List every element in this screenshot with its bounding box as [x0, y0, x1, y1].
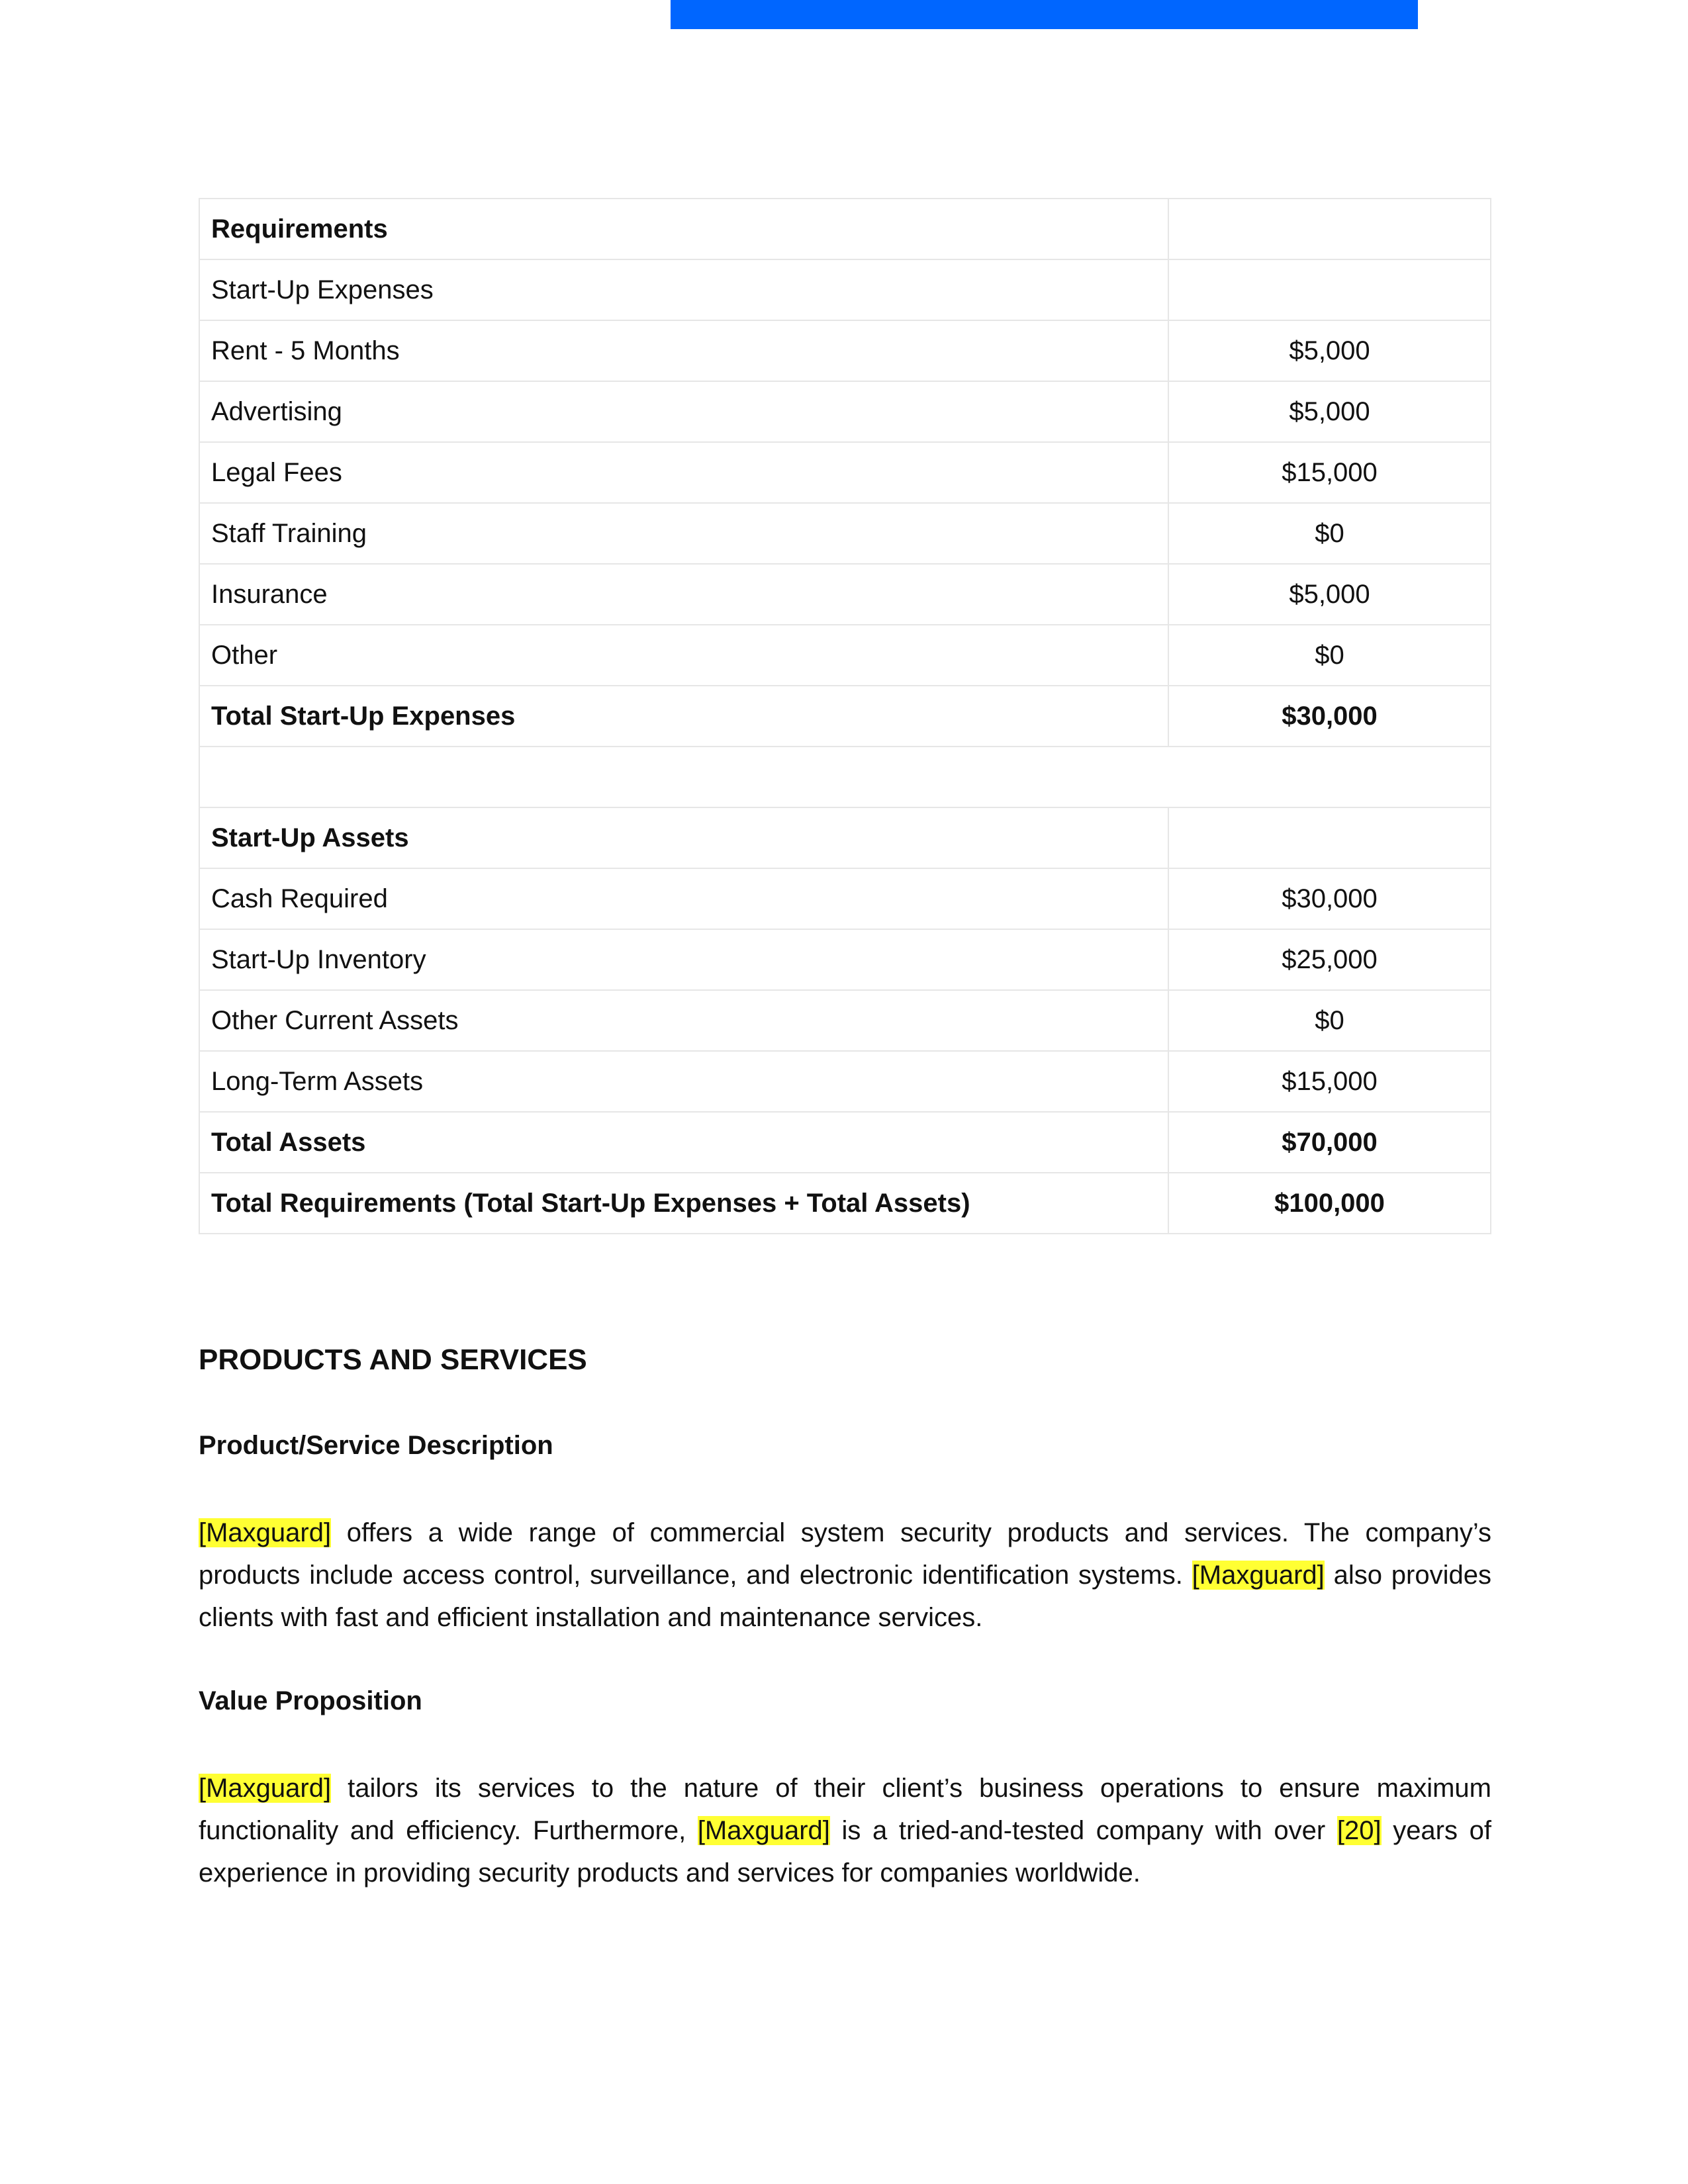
table-row: [199, 929, 1491, 990]
table-row: [199, 381, 1491, 442]
row-value: $15,000: [1168, 442, 1491, 503]
table-row: [199, 320, 1491, 381]
paragraph-text: is a tried-and-tested company with over: [829, 1816, 1337, 1845]
row-label: Legal Fees: [199, 442, 1168, 503]
value-proposition-heading: Value Proposition: [199, 1686, 422, 1715]
table-row: [199, 503, 1491, 564]
table-row: [199, 1173, 1491, 1234]
value-proposition-paragraph: [199, 1767, 1491, 1894]
row-value: $70,000: [1168, 1112, 1491, 1173]
row-value: [1168, 807, 1491, 868]
row-value: $0: [1168, 503, 1491, 564]
company-name-placeholder: [Maxguard]: [199, 1774, 332, 1803]
company-name-placeholder: [Maxguard]: [697, 1816, 830, 1845]
table-spacer-row: [199, 747, 1491, 807]
top-accent-bar: [671, 0, 1418, 29]
row-value: [1168, 199, 1491, 259]
row-label: Cash Required: [199, 868, 1168, 929]
table-row: [199, 1112, 1491, 1173]
row-label: Long-Term Assets: [199, 1051, 1168, 1112]
row-value: $30,000: [1168, 686, 1491, 747]
company-name-placeholder: [Maxguard]: [1192, 1561, 1325, 1590]
row-value: $5,000: [1168, 320, 1491, 381]
row-value: [1168, 259, 1491, 320]
row-label: Total Start-Up Expenses: [199, 686, 1168, 747]
years-placeholder: [20]: [1336, 1816, 1382, 1845]
table-row: [199, 990, 1491, 1051]
row-label: Other Current Assets: [199, 990, 1168, 1051]
description-heading: Product/Service Description: [199, 1431, 553, 1460]
company-name-placeholder: [Maxguard]: [199, 1518, 332, 1547]
row-value: $30,000: [1168, 868, 1491, 929]
startup-requirements-table: [199, 198, 1491, 1234]
row-label: Staff Training: [199, 503, 1168, 564]
description-paragraph: [199, 1512, 1491, 1639]
paragraph-text: tailors its services to the nature of their client’s business operations to ensure maximum functionality and efficiency. Furthermore,: [199, 1774, 1491, 1845]
table-row: [199, 625, 1491, 686]
paragraph-text: also provides clients with fast and efficient installation and maintenance services.: [199, 1561, 1491, 1632]
row-value: $100,000: [1168, 1173, 1491, 1234]
table-row: [199, 564, 1491, 625]
row-label: Total Requirements (Total Start-Up Expenses + Total Assets): [199, 1173, 1168, 1234]
row-value: $5,000: [1168, 564, 1491, 625]
row-label: Other: [199, 625, 1168, 686]
row-label: Rent - 5 Months: [199, 320, 1168, 381]
table-row: [199, 686, 1491, 747]
row-label: Start-Up Assets: [199, 807, 1168, 868]
paragraph-text: years of experience in providing security products and services for companies worldwide.: [199, 1816, 1491, 1888]
table-row: [199, 868, 1491, 929]
row-label: Start-Up Inventory: [199, 929, 1168, 990]
paragraph-text: offers a wide range of commercial system security products and services. The company’s products include access control, surveillance, and electronic identification systems.: [199, 1518, 1491, 1590]
row-label: Start-Up Expenses: [199, 259, 1168, 320]
row-value: $0: [1168, 625, 1491, 686]
table-row: [199, 807, 1491, 868]
row-label: Insurance: [199, 564, 1168, 625]
table-row: [199, 199, 1491, 259]
row-value: $5,000: [1168, 381, 1491, 442]
table-row: [199, 442, 1491, 503]
spacer-cell: [199, 747, 1491, 807]
section-heading: PRODUCTS AND SERVICES: [199, 1343, 587, 1376]
row-value: $15,000: [1168, 1051, 1491, 1112]
row-label: Total Assets: [199, 1112, 1168, 1173]
row-label: Requirements: [199, 199, 1168, 259]
row-value: $0: [1168, 990, 1491, 1051]
table-row: [199, 259, 1491, 320]
row-value: $25,000: [1168, 929, 1491, 990]
table-row: [199, 1051, 1491, 1112]
row-label: Advertising: [199, 381, 1168, 442]
